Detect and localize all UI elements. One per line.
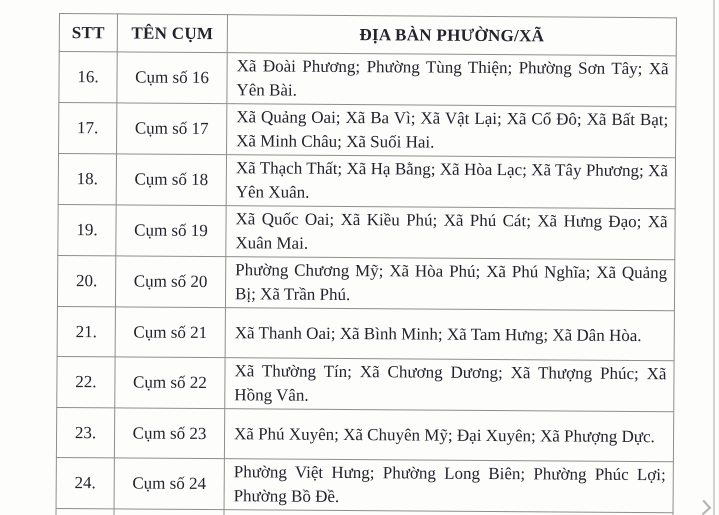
row-localities: Xã Thường Tín; Xã Chương Dương; Xã Thượng Phúc; Xã Hồng Vân. [225,358,674,412]
row-number: 17. [59,103,117,154]
table-header-row [59,14,676,56]
row-localities: Xã Quốc Oai; Xã Kiều Phú; Xã Phú Cát; Xã Hưng Đạo; Xã Xuân Mai. [226,206,675,260]
row-number: 16. [59,52,117,103]
header-dia-ban: ĐỊA BÀN PHƯỜNG/XÃ [227,15,676,56]
row-localities: Xã Thanh Oai; Xã Bình Minh; Xã Tam Hưng; Xã Dân Hòa. [225,308,674,361]
row-number [56,508,114,515]
row-localities: Xã Phú Xuyên; Xã Chuyên Mỹ; Đại Xuyên; Xã Phượng Dực. [224,409,673,462]
row-cluster-name: Cụm số 23 [114,408,224,459]
table-body [56,52,676,515]
row-number: 24. [56,457,114,508]
table-row [57,356,674,411]
row-number: 23. [56,407,114,457]
page-edge-line [713,0,715,515]
row-localities: Xã Quảng Oai; Xã Ba Vì; Xã Vật Lại; Xã Cổ Đô; Xã Bất Bạt; Xã Minh Châu; Xã Suối Hai. [227,104,676,158]
row-cluster-name: Cụm số 19 [116,205,226,257]
table-row [57,255,674,310]
row-number: 18. [58,154,116,205]
table-row [58,204,675,259]
table-row [59,52,676,107]
row-cluster-name: Cụm số 22 [115,357,225,409]
row-cluster-name: Cụm số 20 [115,256,225,308]
row-localities: Phường Chương Mỹ; Xã Hòa Phú; Xã Phú Nghĩa; Xã Quảng Bị; Xã Trần Phú. [225,257,674,311]
header-ten-cum: TÊN CỤM [117,14,227,53]
table-row [57,306,674,360]
row-number: 21. [57,306,115,356]
header-stt: STT [59,14,117,52]
row-localities: Xã Đoài Phương; Phường Tùng Thiện; Phường Sơn Tây; Xã Yên Bài. [227,53,676,107]
row-localities: Phường Việt Hưng; Phường Long Biên; Phường Phúc Lợi; Phường Bồ Đề. [224,459,673,513]
row-cluster-name [114,509,224,515]
row-number: 20. [57,255,115,306]
table-row [58,154,675,209]
row-number: 22. [57,356,115,407]
row-number: 19. [58,204,116,255]
row-cluster-name: Cụm số 24 [114,458,224,510]
table-row [59,103,676,158]
pen-mark-artifact [696,500,712,515]
cluster-table [55,13,677,515]
row-cluster-name: Cụm số 17 [117,103,227,155]
row-cluster-name: Cụm số 16 [117,52,227,104]
table-row [56,407,673,461]
row-cluster-name: Cụm số 21 [115,307,225,358]
row-cluster-name: Cụm số 18 [116,154,226,206]
row-localities: Xã Thạch Thất; Xã Hạ Bằng; Xã Hòa Lạc; Xã Tây Phương; Xã Yên Xuân. [226,155,675,209]
table-row [56,457,673,512]
